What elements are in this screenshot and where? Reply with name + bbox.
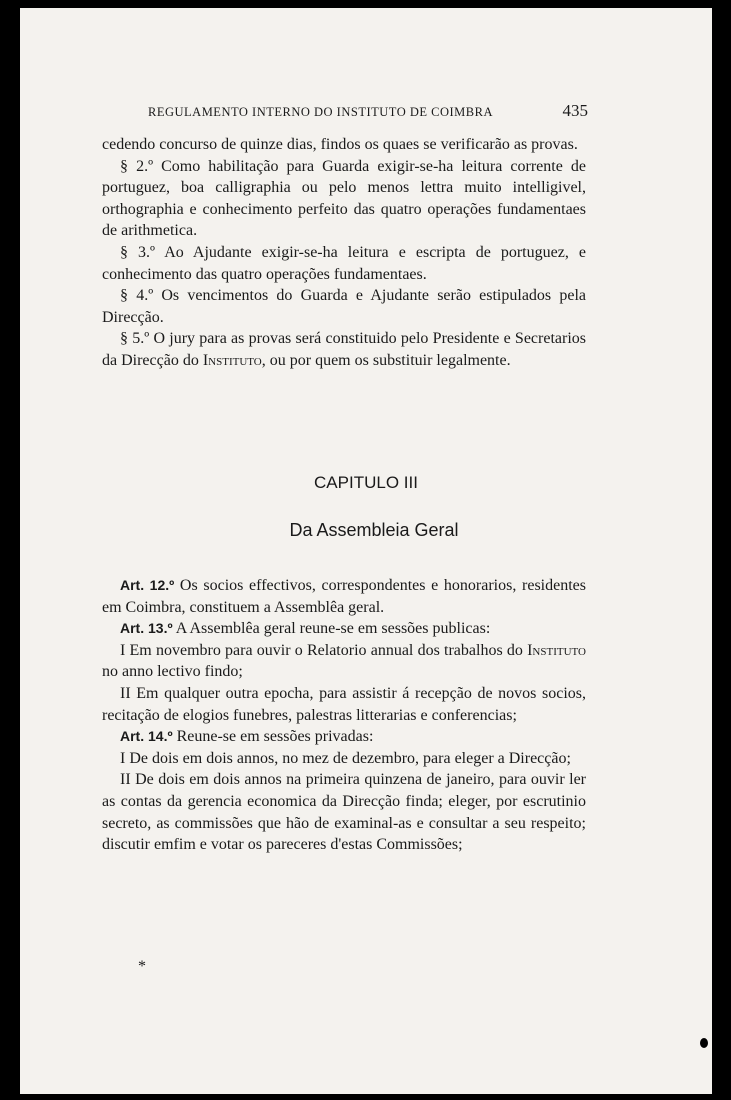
running-title: REGULAMENTO INTERNO DO INSTITUTO DE COIMBRA: [148, 105, 493, 119]
paragraph-section-2: § 2.º Como habilitação para Guarda exigir-se-ha leitura corrente de portuguez, boa calligraphia ou pelo menos lettra muito intelligivel, orthographia e conhecimento perfeito das quatro operações fundamentaes de arithmetica.: [102, 157, 586, 240]
paragraph-section-4: § 4.º Os vencimentos do Guarda e Ajudante serão estipulados pela Direcção.: [102, 287, 586, 326]
page-edge-mark: [700, 1038, 708, 1048]
article-13: [102, 618, 586, 640]
section-5-institute: Instituto: [202, 351, 262, 369]
page-number: 435: [562, 101, 588, 120]
article-13-item-1-b: no anno lectivo findo;: [102, 663, 243, 681]
paragraph-continuation: cedendo concurso de quinze dias, findos os quaes se verificarão as provas.: [102, 136, 578, 153]
paragraph-section-3: § 3.º Ao Ajudante exigir-se-ha leitura e escripta de portuguez, e conhecimento das quatro operações fundamentaes.: [102, 243, 586, 283]
text-block-top: [102, 134, 586, 372]
article-12: [102, 575, 586, 618]
article-14-text: Reune-se em sessões privadas:: [172, 728, 374, 746]
article-13-item-1-a: I Em novembro para ouvir o Relatorio annual dos trabalhos do: [120, 641, 528, 659]
chapter-subtitle: Da Assembleia Geral: [289, 520, 459, 540]
article-12-text: Os socios effectivos, correspondentes e honorarios, residentes em Coimbra, constituem a Assemblêa geral.: [102, 577, 586, 616]
article-12-label: Art. 12.º: [120, 577, 175, 593]
article-13-label: Art. 13.º: [120, 620, 173, 637]
document-page: [20, 8, 712, 1094]
article-14: [102, 726, 586, 748]
section-5-text-a: § 5.º O jury para as provas será constituido pelo Presidente e Secretarios da Direcção do: [102, 330, 586, 369]
article-14-item-1: I De dois em dois annos, no mez de dezembro, para eleger a Direcção;: [120, 749, 571, 767]
article-13-item-2: II Em qualquer outra epocha, para assistir á recepção de novos socios, recitação de elogios funebres, palestras litterarias e conferencias;: [102, 684, 586, 724]
footnote-mark: *: [138, 958, 146, 975]
article-13-item-1-institute: Instituto: [527, 641, 586, 659]
section-5-text-b: , ou por quem os substituir legalmente.: [261, 351, 511, 369]
running-header: [148, 101, 588, 121]
paragraph-section-5: [102, 328, 586, 371]
article-14-item-2: II De dois em dois annos na primeira quinzena de janeiro, para ouvir ler as contas da gerencia economica da Direcção finda; eleger, por escrutinio secreto, as commissões que hão de examinal-as e consultar a seu respeito; discutir emfim e votar os pareceres d'estas Commissões;: [102, 771, 586, 854]
article-13-item-1: [102, 640, 586, 683]
article-14-label: Art. 14.º: [120, 728, 173, 745]
chapter-title: CAPITULO III: [314, 473, 418, 492]
text-block-articles: [102, 575, 586, 856]
article-13-text: A Assemblêa geral reune-se em sessões publicas:: [172, 620, 491, 638]
